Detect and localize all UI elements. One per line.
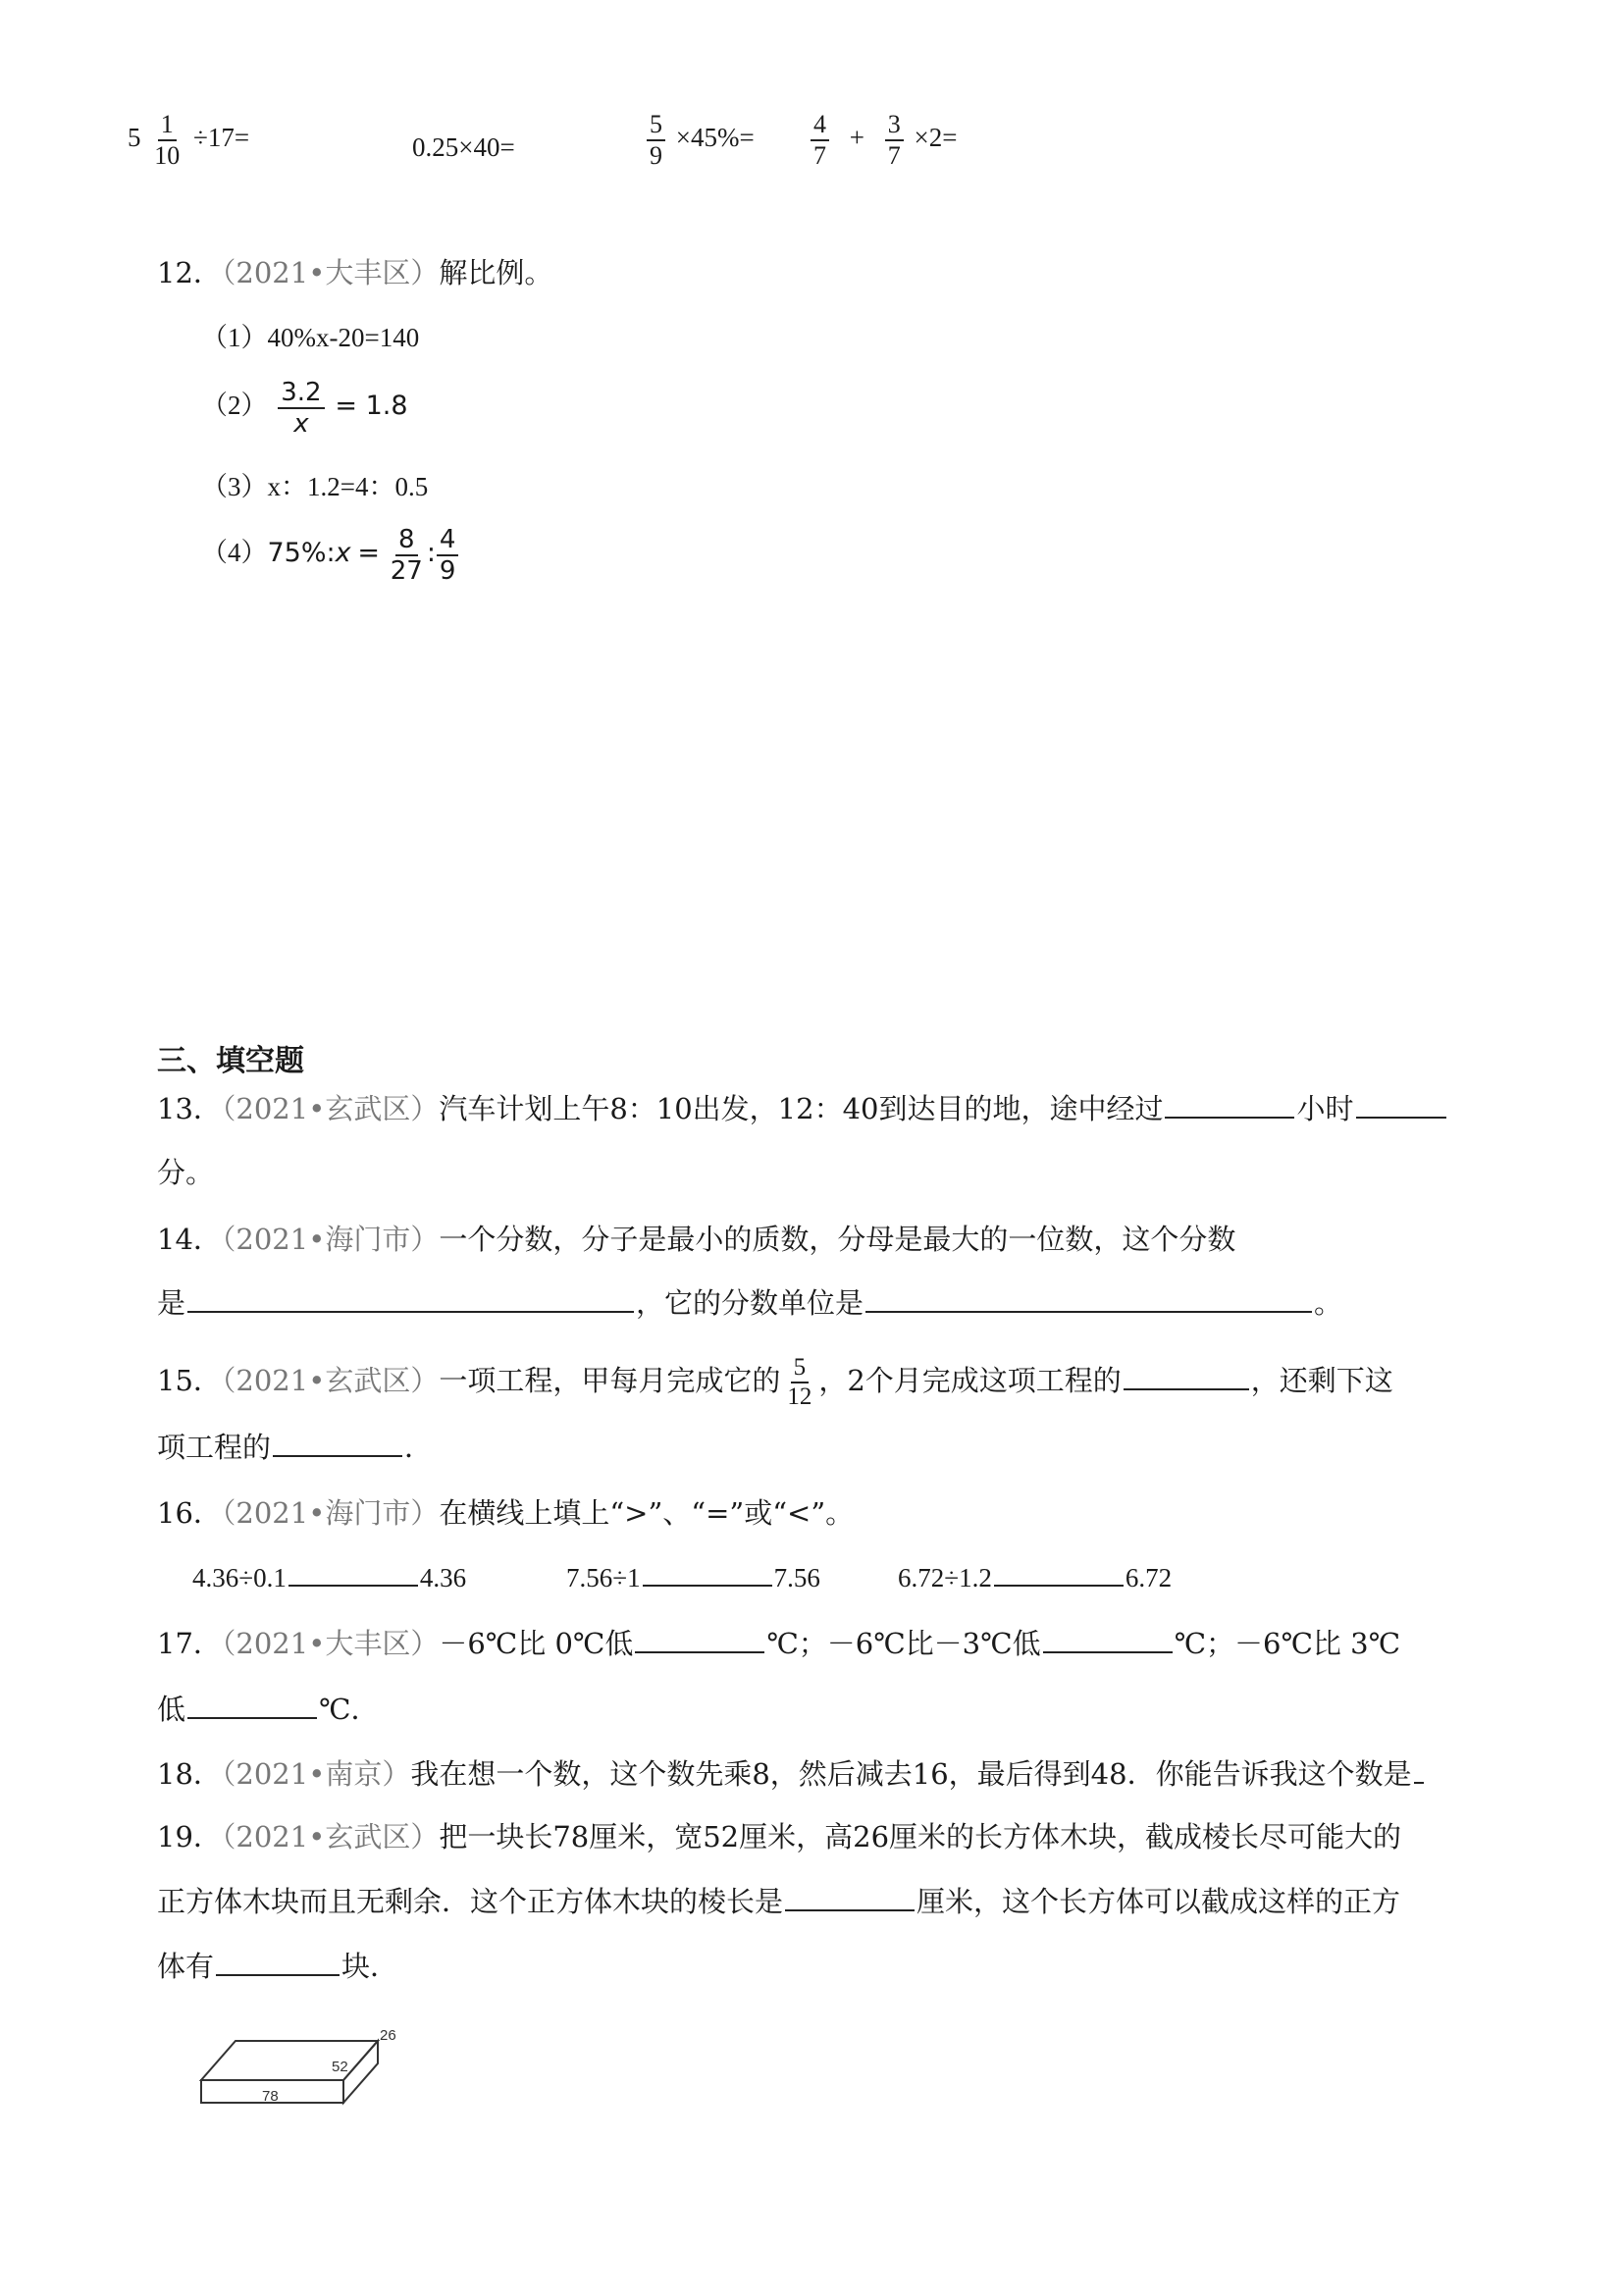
- question-source: （2021•大丰区）: [221, 256, 440, 289]
- question-number: 16．: [157, 1496, 222, 1530]
- calc-expr-4-fraction-a: [811, 110, 829, 171]
- fraction-denominator: 10: [154, 141, 181, 170]
- q12-part-2: [201, 378, 408, 439]
- fraction-denominator: 27: [390, 556, 423, 586]
- calc-expr-4: [807, 110, 957, 171]
- question-text: 项工程的: [157, 1431, 272, 1464]
- calc-expr-3: [643, 110, 755, 171]
- question-source: （2021•海门市）: [221, 1223, 440, 1256]
- calc-expr-2: 0.25×40=: [412, 132, 515, 162]
- answer-blank-count[interactable]: [216, 1947, 340, 1976]
- calc-expr-4-fraction-b: [885, 110, 904, 171]
- answer-blank-fraction[interactable]: [187, 1283, 634, 1313]
- calc-expr-1: [128, 110, 249, 171]
- calc-expr-1-rest: ÷17=: [193, 123, 250, 153]
- fraction-numerator: 4: [811, 110, 829, 141]
- question-text: ，2个月完成这项工程的: [818, 1364, 1122, 1397]
- question-text: 低: [157, 1693, 186, 1726]
- answer-blank-temp-3[interactable]: [187, 1690, 317, 1719]
- fraction-numerator: 8: [395, 525, 418, 556]
- plus-sign: +: [849, 123, 864, 153]
- question-source: （2021•玄武区）: [221, 1820, 440, 1853]
- fraction-numerator: 4: [437, 525, 459, 556]
- q16-compare-b: [566, 1560, 820, 1595]
- question-text: 解比例。: [439, 256, 553, 289]
- question-12: [157, 253, 552, 292]
- question-text: ℃．: [319, 1693, 380, 1726]
- question-text: 汽车计划上午8：10出发，12：40到达目的地，途中经过: [439, 1092, 1164, 1125]
- question-text: 正方体木块而且无剩余．这个正方体木块的棱长是: [157, 1885, 784, 1918]
- q15-fraction: [784, 1354, 814, 1411]
- q16-compare-a: [192, 1560, 466, 1595]
- fraction-denominator: 7: [813, 141, 826, 170]
- question-text: ．: [404, 1431, 434, 1464]
- question-17: [157, 1624, 1400, 1663]
- q12-part-4-fraction-b: [437, 525, 459, 586]
- question-text: ，它的分数单位是: [636, 1286, 864, 1320]
- compare-left: 7.56÷1: [566, 1563, 641, 1592]
- cuboid-side-face: [343, 2041, 378, 2103]
- question-19-cont-2: [157, 1947, 398, 1986]
- q12-part-3: （3）x：1.2=4：0.5: [201, 472, 429, 501]
- question-source: （2021•大丰区）: [221, 1627, 440, 1660]
- question-number: 17．: [157, 1627, 222, 1660]
- question-text: 一个分数，分子是最小的质数，分母是最大的一位数，这个分数: [439, 1223, 1236, 1256]
- cuboid-top-face: [201, 2041, 378, 2080]
- question-text: －6℃比 0℃低: [439, 1627, 634, 1660]
- cuboid-width-label: 52: [332, 2059, 348, 2075]
- fraction-numerator: 3: [885, 110, 904, 141]
- answer-blank-minutes[interactable]: [1356, 1089, 1446, 1119]
- question-text: 一项工程，甲每月完成它的: [439, 1364, 781, 1397]
- part-equation-rest: = 1.8: [335, 391, 408, 422]
- question-text: 块．: [341, 1950, 399, 1983]
- cuboid-length-label: 78: [262, 2088, 279, 2105]
- question-text: 把一块长78厘米，宽52厘米，高26厘米的长方体木块，截成棱长尽可能大的: [439, 1820, 1402, 1853]
- question-text: 厘米，这个长方体可以截成这样的正方: [916, 1885, 1401, 1918]
- question-number: 19．: [157, 1820, 222, 1853]
- question-17-cont: [157, 1690, 379, 1729]
- answer-blank-number[interactable]: [1414, 1754, 1424, 1784]
- question-15: [157, 1354, 1393, 1411]
- equals-sign: =: [357, 538, 380, 569]
- fraction-denominator: x: [293, 409, 309, 439]
- q12-part-1: （1）40%x-20=140: [201, 323, 420, 352]
- question-text: 在横线上填上“>”、“=”或“<”。: [439, 1496, 855, 1530]
- calc-expr-1-fraction: [151, 110, 183, 171]
- q12-part-2-fraction: [278, 378, 324, 439]
- question-13: [157, 1089, 1448, 1128]
- compare-right: 6.72: [1125, 1563, 1173, 1592]
- part-percent: 75%:: [267, 538, 336, 569]
- part-label: （4）: [201, 538, 268, 568]
- fraction-numerator: 3.2: [278, 378, 324, 409]
- question-source: （2021•海门市）: [221, 1496, 440, 1530]
- part-label: （2）: [201, 391, 268, 421]
- answer-blank-remaining[interactable]: [273, 1428, 402, 1457]
- question-18: [157, 1754, 1426, 1794]
- answer-blank-edge[interactable]: [785, 1882, 915, 1911]
- answer-blank-temp-2[interactable]: [1043, 1624, 1173, 1653]
- compare-left: 4.36÷0.1: [192, 1563, 287, 1592]
- question-19-cont: [157, 1882, 1400, 1921]
- question-text: ℃；－6℃比－3℃低: [766, 1627, 1041, 1660]
- cuboid-height-label: 26: [380, 2027, 396, 2044]
- question-text: ，还剩下这: [1250, 1364, 1393, 1397]
- question-source: （2021•南京）: [221, 1757, 411, 1791]
- question-source: （2021•玄武区）: [221, 1092, 440, 1125]
- question-number: 12．: [157, 256, 222, 289]
- question-text: 。: [1314, 1286, 1343, 1320]
- ratio-colon: :: [426, 538, 436, 569]
- fraction-numerator: 5: [791, 1354, 810, 1383]
- q16-compare-c: [898, 1560, 1172, 1595]
- question-text: 体有: [157, 1950, 215, 1983]
- question-source: （2021•玄武区）: [221, 1364, 440, 1397]
- answer-blank-compare-b[interactable]: [643, 1561, 772, 1587]
- answer-blank-hours[interactable]: [1165, 1089, 1294, 1119]
- compare-right: 4.36: [419, 1563, 467, 1592]
- answer-blank-compare-a[interactable]: [288, 1561, 418, 1587]
- calc-expr-3-rest: ×45%=: [675, 123, 755, 153]
- question-text: 我在想一个数，这个数先乘8，然后减去16，最后得到48．你能告诉我这个数是: [410, 1757, 1412, 1791]
- answer-blank-done[interactable]: [1124, 1361, 1249, 1390]
- question-number: 14．: [157, 1223, 222, 1256]
- question-19: [157, 1817, 1401, 1856]
- q12-part-4-fraction-a: [388, 525, 426, 586]
- fraction-denominator: 9: [650, 141, 662, 170]
- fraction-numerator: 5: [647, 110, 665, 141]
- calc-expr-1-whole: 5: [128, 123, 141, 153]
- part-variable: x: [335, 538, 351, 569]
- compare-right: 7.56: [773, 1563, 820, 1592]
- question-text: 是: [157, 1286, 186, 1320]
- question-text: ℃；－6℃比 3℃: [1174, 1627, 1401, 1660]
- question-text: 小时: [1296, 1092, 1354, 1125]
- q12-part-4: [201, 525, 459, 586]
- fraction-denominator: 12: [787, 1383, 812, 1410]
- question-number: 13．: [157, 1092, 222, 1125]
- compare-left: 6.72÷1.2: [898, 1563, 992, 1592]
- fraction-numerator: 1: [158, 110, 177, 141]
- calc-expr-4-rest: ×2=: [914, 123, 958, 153]
- calc-expr-3-fraction: [647, 110, 665, 171]
- section-heading: [157, 1036, 304, 1079]
- question-number: 15．: [157, 1364, 222, 1397]
- question-14: [157, 1220, 1235, 1259]
- cuboid-figure: [191, 2016, 417, 2114]
- fraction-denominator: 7: [887, 141, 901, 170]
- question-13-cont: 分。: [157, 1156, 215, 1189]
- answer-blank-temp-1[interactable]: [635, 1624, 764, 1653]
- answer-blank-compare-c[interactable]: [994, 1561, 1124, 1587]
- question-15-cont: [157, 1428, 433, 1467]
- section-title: 三、填空题: [157, 1044, 304, 1078]
- question-number: 18．: [157, 1757, 222, 1791]
- answer-blank-unit[interactable]: [865, 1283, 1312, 1313]
- question-14-cont: [157, 1283, 1342, 1323]
- question-16: [157, 1493, 854, 1533]
- fraction-denominator: 9: [439, 556, 456, 586]
